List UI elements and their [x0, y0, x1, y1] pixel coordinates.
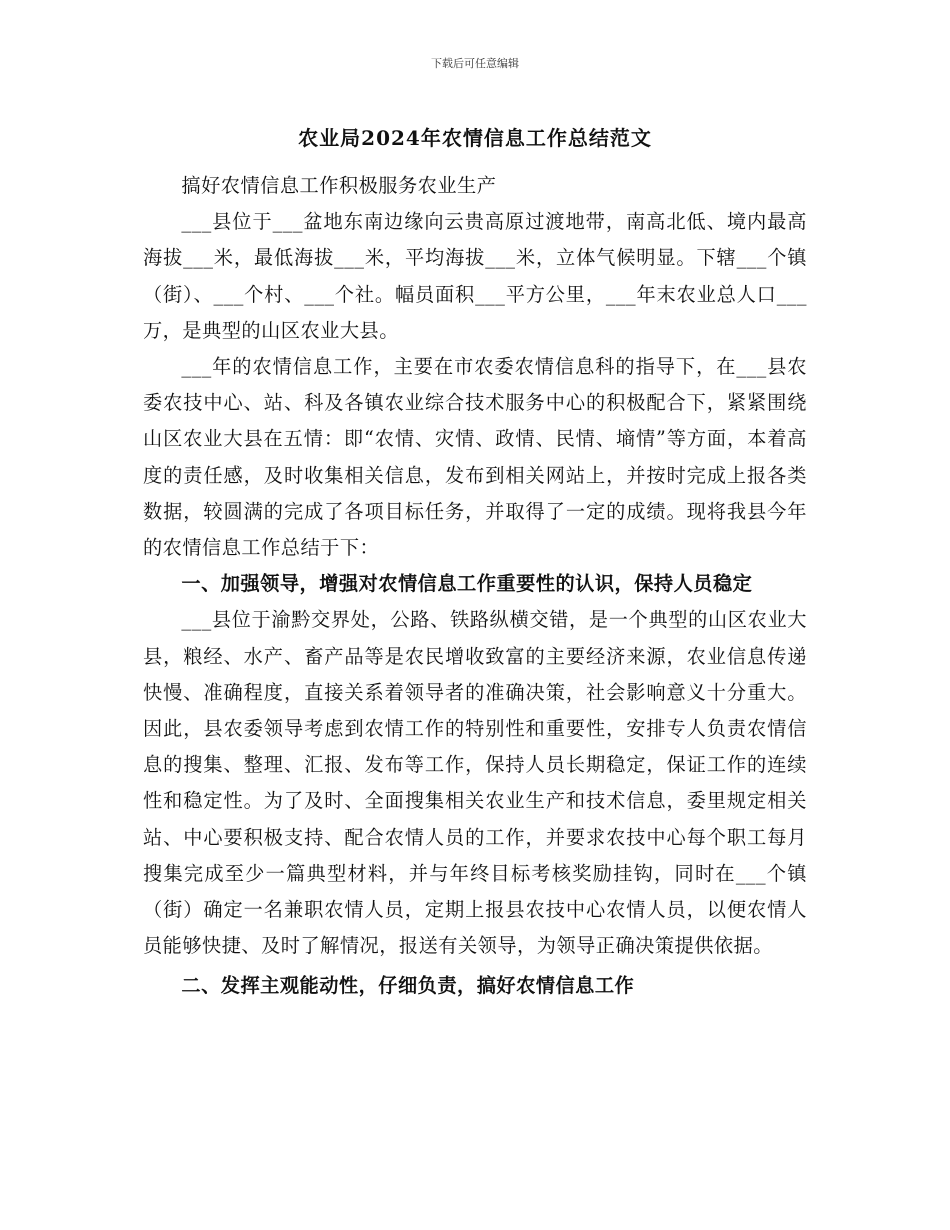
- section-1-paragraph: ___县位于渝黔交界处，公路、铁路纵横交错，是一个典型的山区农业大县，粮经、水产、畜产品等是农民增收致富的主要经济来源，农业信息传递快慢、准确程度，直接关系着领导者的准确决策，社会影响意义十分重大。因此，县农委领导考虑到农情工作的特别性和重要性，安排专人负责农情信息的搜集、整理、汇报、发布等工作，保持人员长期稳定，保证工作的连续性和稳定性。为了及时、全面搜集相关农业生产和技术信息，委里规定相关站、中心要积极支持、配合农情人员的工作，并要求农技中心每个职工每月搜集完成至少一篇典型材料，并与年终目标考核奖励挂钩，同时在___个镇（街）确定一名兼职农情人员，定期上报县农技中心农情人员，以便农情人员能够快捷、及时了解情况，报送有关领导，为领导正确决策提供依据。: [143, 608, 807, 958]
- document-title: 农业局2024年农情信息工作总结范文: [298, 126, 652, 150]
- section-heading-1: 一、加强领导，增强对农情信息工作重要性的认识，保持人员稳定: [181, 572, 753, 596]
- document-body: [143, 168, 807, 1005]
- page-header-note: 下载后可任意编辑: [431, 57, 519, 70]
- overview-paragraph: ___年的农情信息工作，主要在市农委农情信息科的指导下，在___县农委农技中心、站、科及各镇农业综合技术服务中心的积极配合下，紧紧围绕山区农业大县在五情：即“农情、灾情、政情、民情、墒情”等方面，本着高度的责任感，及时收集相关信息，发布到相关网站上，并按时完成上报各类数据，较圆满的完成了各项目标任务，并取得了一定的成绩。现将我县今年的农情信息工作总结于下：: [143, 355, 807, 560]
- section-heading-2: 二、发挥主观能动性，仔细负责，搞好农情信息工作: [181, 974, 635, 998]
- subtitle-paragraph: 搞好农情信息工作积极服务农业生产: [181, 174, 497, 197]
- intro-paragraph: ___县位于___盆地东南边缘向云贵高原过渡地带，南高北低、境内最高海拔___米，最低海拔___米，平均海拔___米，立体气候明显。下辖___个镇（街）、___个村、___个社。幅员面积___平方公里，___年末农业总人口___万，是典型的山区农业大县。: [143, 210, 807, 342]
